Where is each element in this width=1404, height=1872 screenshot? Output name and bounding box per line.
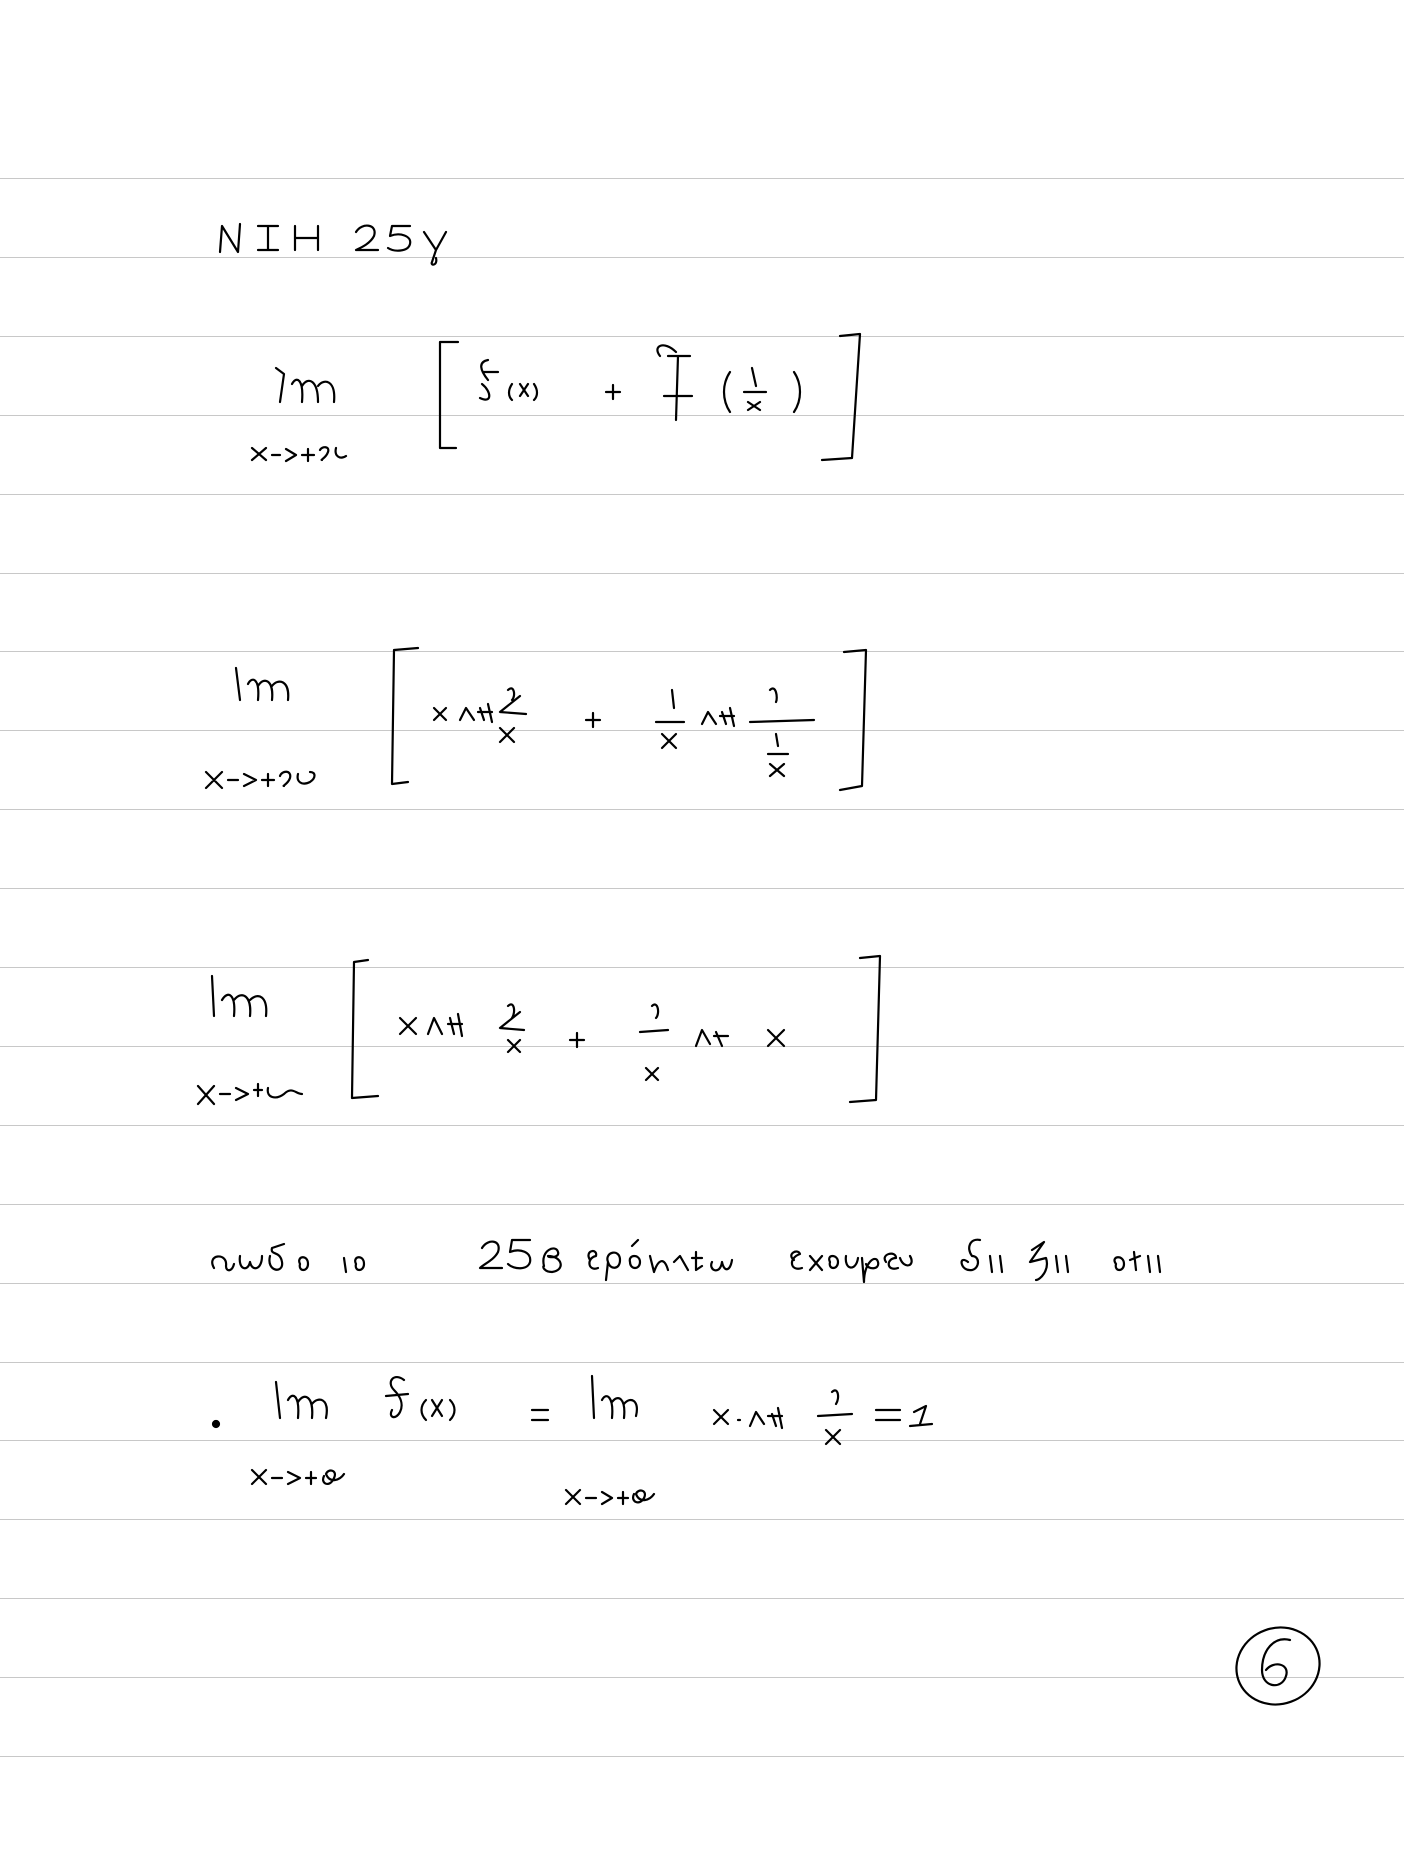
line1-ink: [252, 334, 860, 461]
line2-ink: [206, 648, 866, 790]
line4-ink: [213, 1376, 932, 1504]
note-ink: [212, 1240, 1160, 1282]
page-number-ink: [1226, 1616, 1331, 1716]
heading-ink: [220, 224, 446, 265]
line3-ink: [198, 956, 880, 1104]
